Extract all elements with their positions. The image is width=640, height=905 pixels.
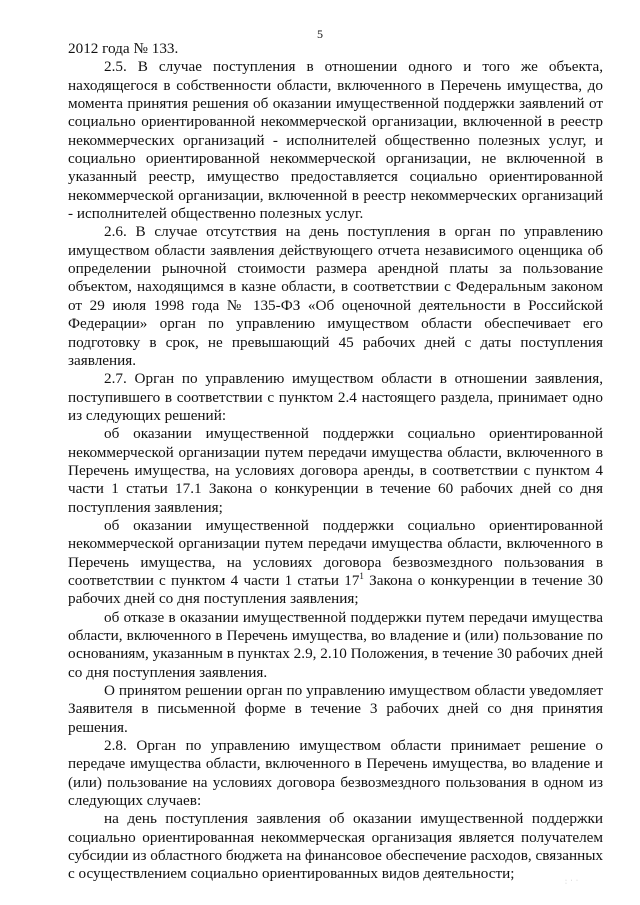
paragraph-text-before-sup: об оказании имущественной поддержки социально ориентированной некоммерческой организации путем передачи имущества области, включенного в Перечень имущества, на условиях договора безвозмездного пользования в соответствии с пунктом 4 части 1 статьи 17 bbox=[68, 516, 603, 589]
paragraph-2-7: 2.7. Орган по управлению имуществом области в отношении заявления, поступившего в соответствии с пунктом 2.4 настоящего раздела, принимает одно из следующих решений: bbox=[68, 370, 603, 424]
document-body bbox=[68, 40, 603, 887]
paragraph-continuation: 2012 года № 133. bbox=[68, 40, 179, 57]
paragraph-notification: О принятом решении орган по управлению имуществом области уведомляет Заявителя в письменной форме в течение 3 рабочих дней со дня принятия решения. bbox=[68, 682, 603, 736]
paragraph-decision-refusal: об отказе в оказании имущественной поддержки путем передачи имущества области, включенного в Перечень имущества, во владение и (или) пользование по основаниям, указанным в пунктах 2.9, 2.10 Положения, в течение 30 рабочих дней со дня поступления заявления. bbox=[68, 608, 603, 681]
paragraph-2-8: 2.8. Орган по управлению имуществом области принимает решение о передаче имущества области, включенного в Перечень имущества, во владение и (или) пользование на условиях договора безвозмездного пользования в одном из следующих случаев: bbox=[68, 737, 603, 810]
paragraph-2-6: 2.6. В случае отсутствия на день поступления в орган по управлению имуществом области заявления действующего отчета независимого оценщика об определении рыночной стоимости размера арендной платы за пользование объектом, находящимся в казне области, в соответствии с Федеральным законом от 29 июля 1998 года № 135-ФЗ «Об оценочной деятельности в Российской Федерации» орган по управлению имуществом области обеспечивает его подготовку в срок, не превышающий 45 рабочих дней с даты поступления заявления. bbox=[68, 223, 603, 369]
paragraph-text-after-sup: Закона о конкуренции в течение 30 рабочих дней со дня поступления заявления; bbox=[68, 571, 603, 608]
superscript: 1 bbox=[359, 570, 364, 581]
paragraph-decision-free-use bbox=[68, 517, 603, 609]
paragraph-subsidy-case: на день поступления заявления об оказании имущественной поддержки социально ориентированная некоммерческая организация является получателем субсидии из областного бюджета на финансовое обеспечение расходов, связанных с осуществлением социально ориентированных видов деятельности; bbox=[68, 810, 603, 883]
scan-mark: · · · · bbox=[565, 878, 579, 887]
page-number: 5 bbox=[317, 27, 323, 41]
paragraph-decision-lease: об оказании имущественной поддержки социально ориентированной некоммерческой организации путем передачи имущества области, включенного в Перечень имущества, на условиях договора аренды, в соответствии с пунктом 4 части 1 статьи 17.1 Закона о конкуренции в течение 60 рабочих дней со дня поступления заявления; bbox=[68, 425, 603, 516]
paragraph-2-5: 2.5. В случае поступления в отношении одного и того же объекта, находящегося в собственности области, включенного в Перечень имущества, до момента принятия решения об оказании имущественной поддержки заявлений от социально ориентированной некоммерческой организации, включенной в реестр некоммерческих организаций - исполнителей общественно полезных услуг, и социально ориентированной некоммерческой организации, не включенной в указанный реестр, имущество предоставляется социально ориентированной некоммерческой организации, включенной в реестр некоммерческих организаций - исполнителей общественно полезных услуг. bbox=[68, 58, 603, 223]
